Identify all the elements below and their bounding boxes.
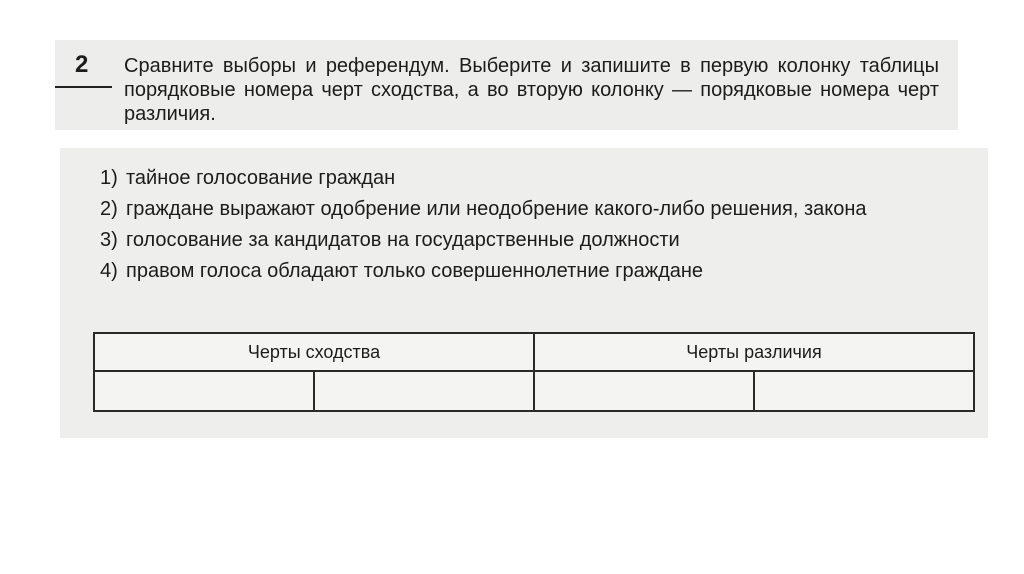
similarity-answer-cell-1[interactable]	[94, 371, 314, 411]
option-text: граждане выражают одобрение или неодобрение какого-либо решения, закона	[126, 198, 867, 220]
answer-table-header-row	[94, 333, 974, 371]
similarities-header: Черты сходства	[94, 333, 534, 371]
answer-table-input-row	[94, 371, 974, 411]
similarity-answer-cell-2[interactable]	[314, 371, 534, 411]
option-text: правом голоса обладают только совершеннолетние граждане	[126, 260, 704, 282]
option-number: 3)	[100, 229, 118, 251]
answer-table	[93, 332, 975, 412]
option-item-4	[100, 259, 968, 283]
option-text: тайное голосование граждан	[126, 167, 396, 189]
difference-answer-cell-2[interactable]	[754, 371, 974, 411]
option-item-2	[100, 197, 968, 221]
option-number: 4)	[100, 260, 118, 282]
option-item-1	[100, 166, 968, 190]
option-text: голосование за кандидатов на государственные должности	[126, 229, 680, 251]
option-number: 1)	[100, 167, 118, 189]
differences-header: Черты различия	[534, 333, 974, 371]
difference-answer-cell-1[interactable]	[534, 371, 754, 411]
task-number: 2	[75, 51, 89, 78]
option-list	[100, 166, 968, 290]
task-number-underline	[55, 86, 112, 88]
task-instruction: Сравните выборы и референдум. Выберите и запишите в первую колонку таблицы порядковые номера черт сходства, а во вторую колонку — порядковые номера черт различия.	[124, 55, 939, 125]
option-item-3	[100, 228, 968, 252]
option-number: 2)	[100, 198, 118, 220]
